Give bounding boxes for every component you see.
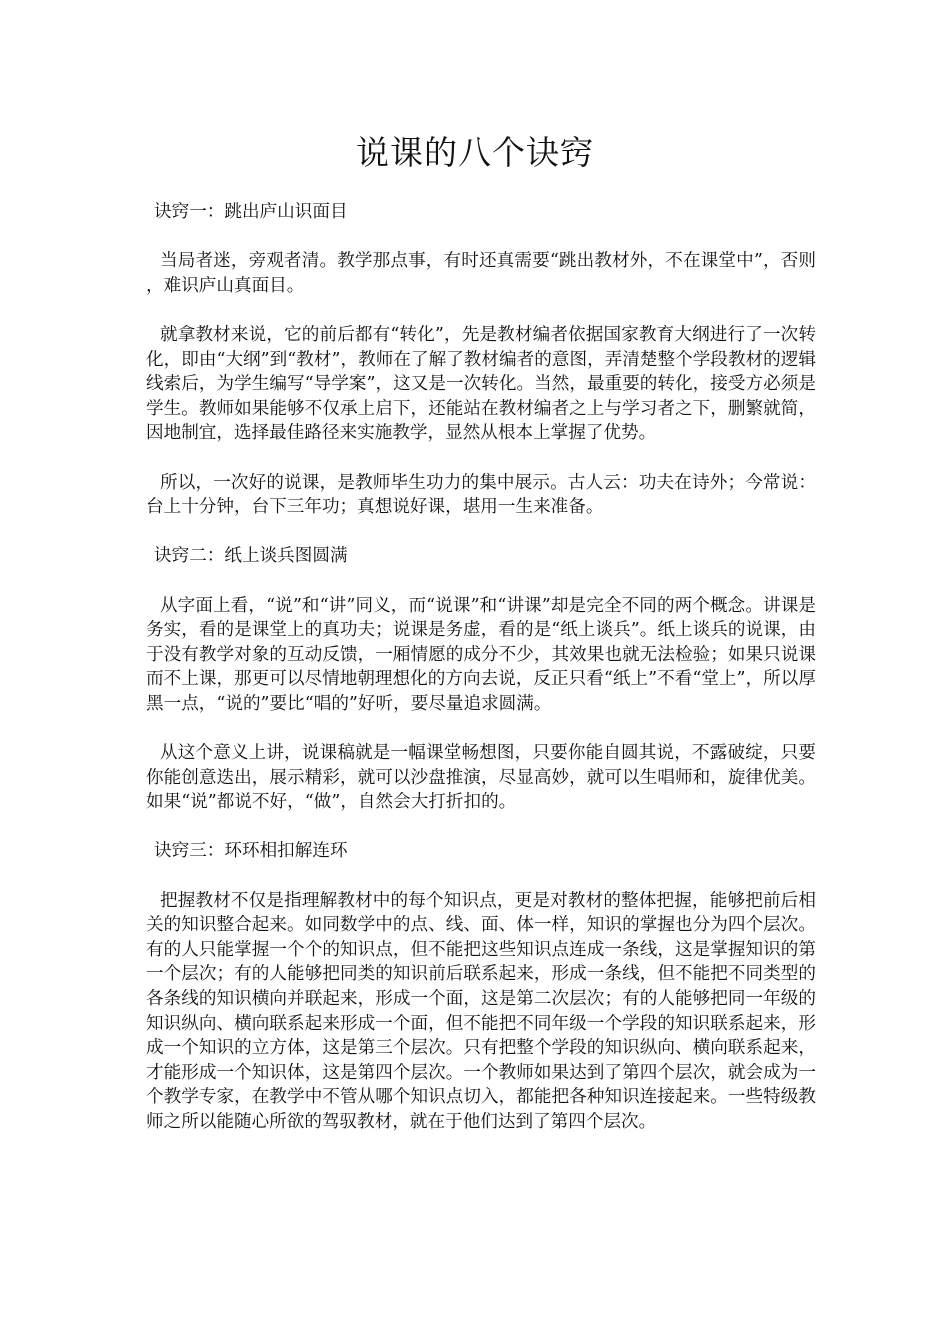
paragraph-6: 把握教材不仅是指理解教材中的每个知识点，更是对教材的整体把握，能够把前后相关的知识整合起来。如同数学中的点、线、面、体一样，知识的掌握也分为四个层次。有的人只能掌握一个个的知识点，但不能把这些知识点连成一条线，这是掌握知识的第一个层次；有的人能够把同类的知识前后联系起来，形成一条线，但不能把不同类型的各条线的知识横向并联起来，形成一个面，这是第二次层次；有的人能够把同一年级的知识纵向、横向联系起来形成一个面，但不能把不同年级一个学段的知识联系起来，形成一个知识的立方体，这是第三个层次。只有把整个学段的知识纵向、横向联系起来，才能形成一个知识体，这是第四个层次。一个教师如果达到了第四个层次，就会成为一个教学专家，在教学中不管从哪个知识点切入，都能把各种知识连接起来。一些特级教师之所以能随心所欲的驾驭教材，就在于他们达到了第四个层次。: [146, 890, 816, 1132]
paragraph-3: 所以，一次好的说课，是教师毕生功力的集中展示。古人云：功夫在诗外；今常说：台上十分钟，台下三年功；真想说好课，堪用一生来准备。: [146, 472, 816, 518]
paragraph-5: 从这个意义上讲，说课稿就是一幅课堂畅想图，只要你能自圆其说，不露破绽，只要你能创意迭出，展示精彩，就可以沙盘推演，尽显高妙，就可以生唱师和，旋律优美。如果“说”都说不好，“做”，自然会大打折扣的。: [146, 743, 816, 813]
section-heading-2: 诀窍二：纸上谈兵图圆满: [154, 546, 348, 567]
section-heading-3: 诀窍三：环环相扣解连环: [154, 841, 348, 862]
paragraph-1: 当局者迷，旁观者清。教学那点事，有时还真需要“跳出教材外，不在课堂中”，否则，难识庐山真面目。: [146, 251, 816, 296]
page-title: 说课的八个诀窍: [356, 133, 594, 172]
paragraph-2: 就拿教材来说，它的前后都有“转化”，先是教材编者依据国家教育大纲进行了一次转化，即由“大纲”到“教材”，教师在了解了教材编者的意图，弄清楚整个学段教材的逻辑线索后，为学生编写“导学案”，这又是一次转化。当然，最重要的转化，接受方必须是学生。教师如果能够不仅承上启下，还能站在教材编者之上与学习者之下，删繁就简，因地制宜，选择最佳路径来实施教学，显然从根本上掌握了优势。: [146, 324, 816, 444]
section-heading-1: 诀窍一：跳出庐山识面目: [154, 202, 348, 222]
document-body: [146, 200, 816, 1159]
paragraph-4: 从字面上看，“说”和“讲”同义，而“说课”和“讲课”却是完全不同的两个概念。讲课是务实，看的是课堂上的真功夫；说课是务虚，看的是“纸上谈兵”。纸上谈兵的说课，由于没有教学对象的互动反馈，一厢情愿的成分不少，其效果也就无法检验；如果只说课而不上课，那更可以尽情地朝理想化的方向去说，反正只看“纸上”不看“堂上”，所以厚黑一点，“说的”要比“唱的”好听，要尽量追求圆满。: [146, 595, 816, 714]
